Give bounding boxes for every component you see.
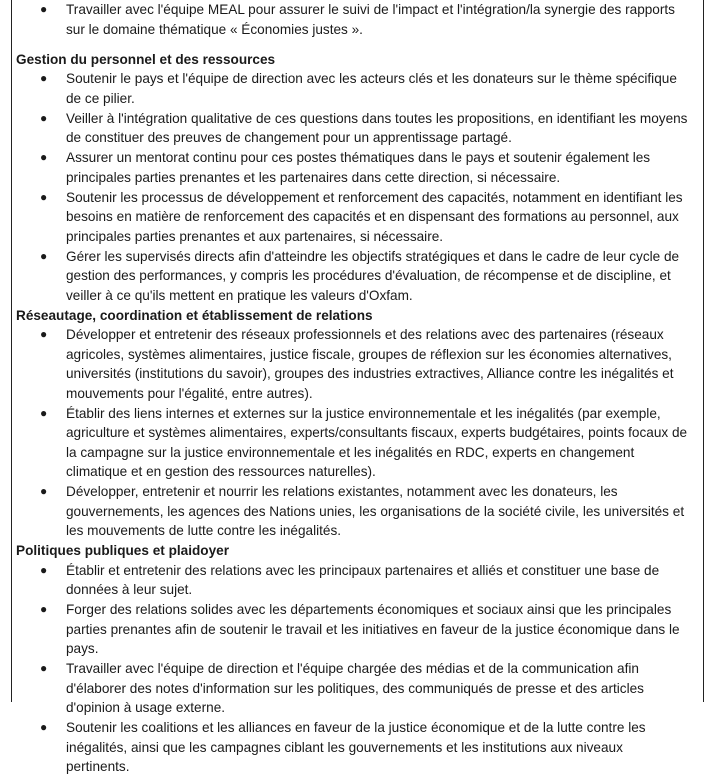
list-item: ● Gérer les supervisés directs afin d'atteindre les objectifs stratégiques et dans le cadre de leur cycle de gestion des performances, y compris les procédures d'évaluation, de récompense et de discipline, et veiller à ce qu'ils mettent en pratique les valeurs d'Oxfam. xyxy=(40,248,680,303)
bullet-list xyxy=(16,69,688,305)
bullet-list xyxy=(16,325,688,541)
list-item: ● Travailler avec l'équipe MEAL pour assurer le suivi de l'impact et l'intégration/la synergie des rapports sur le domaine thématique « Économies justes ». xyxy=(40,2,675,37)
list-item: ● Travailler avec l'équipe de direction et l'équipe chargée des médias et de la communication afin d'élaborer des notes d'information sur les politiques, des communiqués de presse et des articles d'opinion à usage externe. xyxy=(40,661,644,715)
bullet-icon: ● xyxy=(40,405,48,420)
list-item: ● Développer, entretenir et nourrir les relations existantes, notamment avec les donateurs, les gouvernements, les agences des Nations unies, les organisations de la société civile, les universités et les mouvements de lutte contre les inégalités. xyxy=(40,484,685,538)
list-item: ● Soutenir les processus de développement et renforcement des capacités, notamment en identifiant les besoins en matière de renforcement des capacités et en dispensant des formations au personnel, aux principales parties prenantes et aux partenaires, si nécessaire. xyxy=(40,189,683,244)
section-personnel xyxy=(16,50,688,306)
list-item: ● Assurer un mentorat continu pour ces postes thématiques dans le pays et soutenir également les principales parties prenantes et les partenaires dans cette direction, si nécessaire. xyxy=(40,150,651,185)
list-item: ● Veiller à l'intégration qualitative de ces questions dans toutes les propositions, en identifiant les moyens de constituer des preuves de changement pour un apprentissage partagé. xyxy=(40,110,688,145)
list-item: ● Établir et entretenir des relations avec les principaux partenaires et alliés et constituer une base de données à leur sujet. xyxy=(40,562,660,597)
bullet-icon: ● xyxy=(40,602,48,616)
list-item: ● Établir des liens internes et externes sur la justice environnementale et les inégalités (par exemple, agriculture et systèmes alimentaires, experts/consultants fiscaux, experts budgétaires, points focaux de la campagne sur la justice environnementale et les inégalités en RDC, experts en changement climatique et en gestion des ressources naturelles). xyxy=(40,405,688,479)
list-item: ● Soutenir les coalitions et les alliances en faveur de la justice économique et de la lutte contre les inégalités, ainsi que les campagnes ciblant les gouvernements et les institutions aux niveaux pertinents. xyxy=(40,720,646,774)
bullet-icon: ● xyxy=(40,661,48,675)
intro-list xyxy=(16,0,688,39)
section-policy xyxy=(16,541,688,777)
bullet-icon: ● xyxy=(40,720,48,734)
bullet-icon: ● xyxy=(40,189,48,204)
bullet-icon: ● xyxy=(40,562,48,577)
list-item: ● Développer et entretenir des réseaux professionnels et des relations avec des partenaires (réseaux agricoles, systèmes alimentaires, justice fiscale, groupes de réflexion sur les économies alternatives, universités (institutions du savoir), groupes des industries extractives, Alliance contre les inégalités et mouvements pour l'égalité, entre autres). xyxy=(40,327,674,401)
section-title: Politiques publiques et plaidoyer xyxy=(16,543,229,558)
section-title: Réseautage, coordination et établissement de relations xyxy=(16,307,373,323)
bullet-icon: ● xyxy=(40,484,48,498)
bullet-icon: ● xyxy=(40,110,48,125)
section-networking xyxy=(16,306,688,541)
bullet-icon: ● xyxy=(40,327,48,341)
bullet-icon: ● xyxy=(40,248,48,263)
section-title: Gestion du personnel et des ressources xyxy=(16,51,276,67)
bullet-icon: ● xyxy=(40,71,48,85)
list-item: ● Forger des relations solides avec les départements économiques et sociaux ainsi que les principales parties prenantes afin de soutenir le travail et les initiatives en faveur de la justice économique dans le pays. xyxy=(40,602,680,656)
bullet-icon: ● xyxy=(40,150,48,164)
bullet-icon: ● xyxy=(40,2,48,16)
bullet-list xyxy=(16,561,688,777)
document-body xyxy=(16,0,688,777)
list-item: ● Soutenir le pays et l'équipe de direction avec les acteurs clés et les donateurs sur le thème spécifique de ce pilier. xyxy=(40,71,677,106)
